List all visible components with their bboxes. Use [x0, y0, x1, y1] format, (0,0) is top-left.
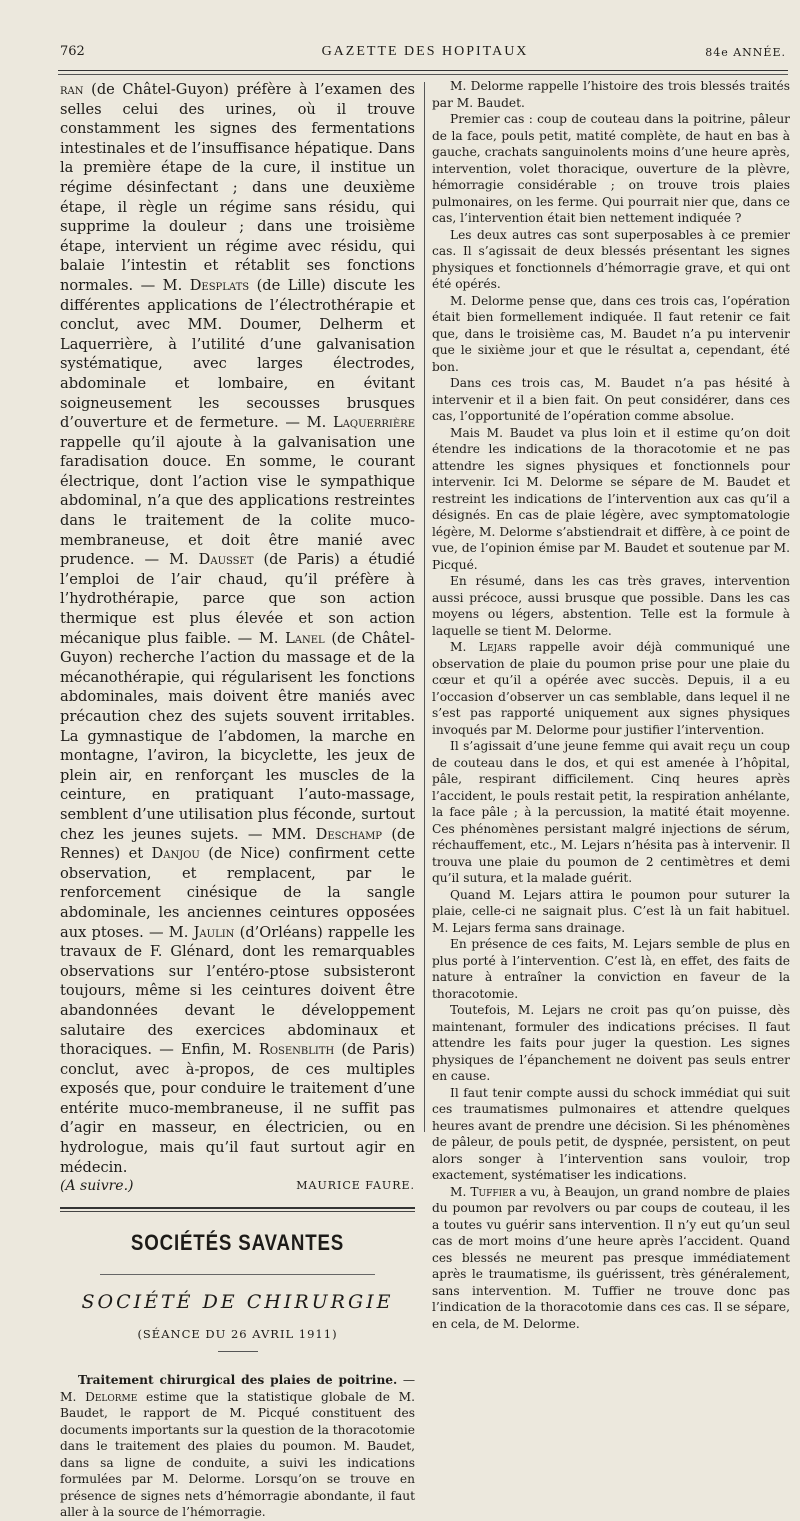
left-column — [60, 80, 415, 1521]
paragraph: Les deux autres cas sont superposables à ce premier cas. Il s’agissait de deux blessés présentant les signes physiques et fonctionnels d’hémorragie grave, et qui ont été opérés. — [432, 227, 790, 291]
section-divider — [100, 1274, 375, 1275]
journal-title: GAZETTE DES HOPITAUX — [321, 44, 529, 59]
page-header — [60, 44, 790, 68]
article-intro-paragraph: Traitement chirurgical des plaies de poitrine. — M. Delorme estime que la statistique globale de M. Baudet, le rapport de M. Picqué constituent des documents importants sur la question de la thoracotomie dans le traitement des plaies du poumon. M. Baudet, dans sa ligne de conduite, a suivi les indications formulées par M. Delorme. Lorsqu’on se trouve en présence de signes nets d’hémorragie abondante, il faut aller à la source de l’hémorragie. — [60, 1373, 416, 1520]
header-rule — [58, 70, 788, 71]
section-rule — [60, 1207, 415, 1209]
article-signature — [60, 1177, 415, 1195]
congress-report-paragraph: ran (de Châtel-Guyon) préfère à l’examen des selles celui des urines, où il trouve constamment les signes des fermentations intestinales et de l’insuffisance hépatique. Dans la première étape de la cure, il institue un régime désinfectant ; dans une deuxième étape, il règle un régime sans résidu, qui supprime la douleur ; dans une troisième étape, intervient un régime avec résidu, qui balaie l’intestin et rétablit ses fonctions normales. — M. Desplats (de Lille) discute les différentes applications de l’électrothérapie et conclut, avec MM. Doumer, Delherm et Laquerrière, à l’utilité d’une galvanisation systématique, avec larges électrodes, abdominale et lombaire, en évitant soigneusement les secousses brusques d’ouverture et de fermeture. — M. Laquerrière rappelle qu’il ajoute à la galvanisation une faradisation douce. En somme, le courant électrique, dont l’action vise le sympathique abdominal, n’a que des applications restreintes dans le traitement de la colite muco-membraneuse, et doit être manié avec prudence. — M. Dausset (de Paris) a étudié l’emploi de l’air chaud, qu’il préfère à l’hydrothérapie, parce que son action thermique est plus élevée et son action mécanique plus faible. — M. Lanel (de Châtel-Guyon) recherche l’action du massage et de la mécanothérapie, qui régularisent les fonctions abdominales, mais doivent être maniés avec précaution chez des sujets souvent irritables. La gymnastique de l’abdomen, la marche en montagne, l’aviron, la bicyclette, les jeux de plein air, en renforçant les muscles de la ceinture, en pratiquant l’auto-massage, semblent d’une utilisation plus féconde, surtout chez les jeunes sujets. — MM. Deschamp (de Rennes) et Danjou (de Nice) confirment cette observation, et remplacent, par le renforcement cinésique de la sangle abdominale, les anciennes ceintures opposées aux ptoses. — M. Jaulin (d’Orléans) rappelle les travaux de F. Glénard, dont les remarquables observations sur l’entéro-ptose subsisteront toujours, même si les ceintures doivent être abandonnées devant le développement salutaire des exercices abdominaux et thoraciques. — Enfin, M. Rosenblith (de Paris) conclut, avec à-propos, de ces multiples exposés que, pour conduire le traitement d’une entérite muco-membraneuse, il ne suffit pas d’agir en masseur, en électricien, ou en hydrologue, mais qu’il faut surtout agir en médecin. — [60, 81, 415, 1176]
paragraph: Mais M. Baudet va plus loin et il estime qu’on doit étendre les indications de la thoracotomie et ne pas attendre les signes physiques et fonctionnels pour intervenir. Ici M. Delorme se sépare de M. Baudet et restreint les indications de l’intervention aux cas qu’il a désignés. En cas de plaie légère, avec symptomatologie légère, M. Delorme s’abstiendrait et diffère, à ce point de vue, de l’opinion émise par M. Baudet et soutenue par M. Picqué. — [432, 425, 790, 572]
paragraph: Premier cas : coup de couteau dans la poitrine, pâleur de la face, pouls petit, matité complète, de haut en bas à gauche, crachats sanguinolents moins d’une heure après, intervention, volet thoracique, ouverture de la plèvre, hémorragie considérable ; on trouve trois plaies pulmonaires, on les ferme. Qui pourrait nier que, dans ce cas, l’intervention était bien nettement indiquée ? — [432, 112, 790, 225]
to-be-continued: (A suivre.) — [60, 1178, 134, 1195]
paragraph: Quand M. Lejars attira le poumon pour suturer la plaie, celle-ci ne saignait plus. C’est là un fait habituel. M. Lejars ferma sans drainage. — [432, 887, 790, 935]
column-divider — [424, 82, 425, 1132]
paragraph: Il s’agissait d’une jeune femme qui avait reçu un coup de couteau dans le dos, et qui est amenée à l’hôpital, pâle, respirant difficilement. Cinq heures après l’accident, le pouls restait petit, la respiration anhélante, la face pâle ; à la percussion, la matité était moyenne. Ces phénomènes persistant malgré injections de sérum, réchauffement, etc., M. Lejars n’hésita pas à intervenir. Il trouva une plaie du poumon de 2 centimètres et demi qu’il sutura, et la malade guérit. — [432, 739, 790, 885]
paragraph: Il faut tenir compte aussi du schock immédiat qui suit ces traumatismes pulmonaires et attendre quelques heures avant de prendre une décision. Si les phénomènes de pâleur, de pouls petit, de dyspnée, persistent, on peut alors songer à l’intervention sans vouloir, trop exactement, systématiser les indications. — [432, 1085, 790, 1182]
paragraph: M. Delorme pense que, dans ces trois cas, l’opération était bien formellement indiquée. Il faut retenir ce fait que, dans le troisième cas, M. Baudet n’a pu intervenir que le sixième jour et que le résultat a, cependant, été bon. — [432, 293, 790, 374]
society-name: SOCIÉTÉ DE CHIRURGIE — [81, 1291, 394, 1314]
short-divider — [218, 1351, 258, 1352]
section-rule-secondary — [60, 1211, 415, 1212]
right-column — [432, 78, 790, 1332]
session-date: (SÉANCE DU 26 AVRIL 1911) — [137, 1327, 338, 1342]
section-title: SOCIÉTÉS SAVANTES — [130, 1230, 345, 1256]
header-rule-secondary — [58, 74, 788, 75]
lejars-paragraph: M. Lejars rappelle avoir déjà communiqué une observation de plaie du poumon prise pour une plaie du cœur et qu’il a opérée avec succès. Depuis, il a eu l’occasion d’observer un cas semblable, dans lequel il ne s’est pas rapporté uniquement aux signes physiques invoqués par M. Delorme pour justifier l’intervention. — [432, 640, 790, 737]
tuffier-paragraph: M. Tuffier a vu, à Beaujon, un grand nombre de plaies du poumon par revolvers ou par coups de couteau, il les a toutes vu guérir sans intervention. Il n’y eut qu’un seul cas de mort moins d’une heure après l’accident. Quand ces blessés ne meurent pas presque immédiatement après le traumatisme, ils guérissent, très généralement, sans intervention. M. Tuffier ne trouve donc pas l’indication de la thoracotomie dans ces cas. Il se sépare, en cela, de M. Delorme. — [432, 1184, 790, 1331]
paragraph: En résumé, dans les cas très graves, intervention aussi précoce, aussi brusque que possible. Dans les cas moyens ou légers, abstention. Telle est la formule à laquelle se tient M. Delorme. — [432, 574, 790, 638]
paragraph: M. Delorme rappelle l’histoire des trois blessés traités par M. Baudet. — [432, 79, 790, 110]
paragraph: En présence de ces faits, M. Lejars semble de plus en plus porté à l’intervention. C’est là, en effet, des faits de nature à entraîner la conviction en faveur de la thoracotomie. — [432, 937, 790, 1001]
page-number: 762 — [60, 44, 85, 59]
paragraph: Dans ces trois cas, M. Baudet n’a pas hésité à intervenir et il a bien fait. On peut considérer, dans ces cas, l’opportunité de l’opération comme absolue. — [432, 376, 790, 423]
author-name: MAURICE FAURE. — [296, 1179, 415, 1193]
paragraph: Toutefois, M. Lejars ne croit pas qu’on puisse, dès maintenant, formuler des indications précises. Il faut attendre les faits pour juger la question. Les signes physiques de l’épanchement ne doivent pas seuls entrer en cause. — [432, 1003, 790, 1083]
year-label: 84e ANNÉE. — [705, 46, 786, 59]
article-title: Traitement chirurgical des plaies de poitrine. — [78, 1373, 398, 1388]
